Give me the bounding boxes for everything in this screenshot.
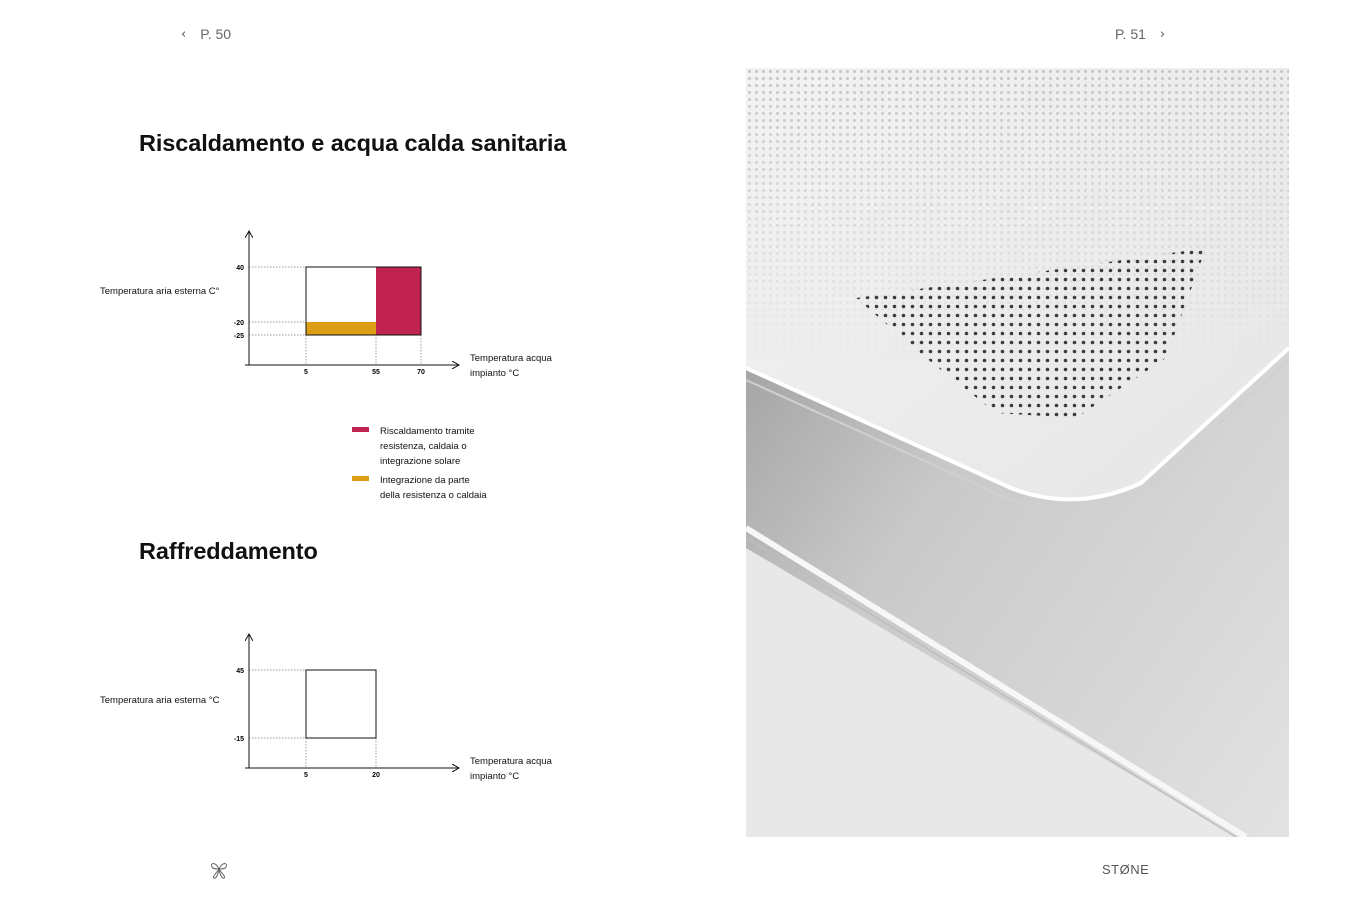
cooling-y-axis-label: Temperatura aria esterna °C [100,695,220,706]
cooling-chart [230,628,470,783]
heating-x-tick-70: 70 [417,369,425,376]
prev-page-button[interactable] [181,26,231,42]
legend-line: Riscaldamento tramite [380,426,475,437]
cooling-x-axis-label-line2: impianto °C [470,771,520,782]
cooling-title: Raffreddamento [139,538,318,564]
legend-swatch-integration [352,476,369,481]
chevron-left-icon: ‹ [181,26,187,42]
perforated-panel-image [746,68,1289,837]
heating-region-resistance [376,267,421,335]
legend-item [352,424,510,469]
heating-legend [352,424,510,503]
legend-line: integrazione solare [380,456,461,467]
cooling-y-tick-45: 45 [236,668,244,675]
chevron-right-icon: › [1159,26,1166,42]
legend-item [352,473,510,503]
cooling-x-axis-label [470,754,552,784]
legend-line: della resistenza o caldaia [380,490,487,501]
heating-x-axis-label [470,351,552,381]
heating-x-tick-5: 5 [304,369,308,376]
cooling-y-tick-m15: -15 [233,736,244,743]
legend-swatch-resistance [352,427,369,432]
heating-x-axis-label-line2: impianto °C [470,368,520,379]
heating-y-axis-label: Temperatura aria esterna C° [100,286,220,297]
legend-line: Integrazione da parte [380,475,470,486]
heating-x-axis-label-line1: Temperatura acqua [470,353,552,364]
heating-title: Riscaldamento e acqua calda sanitaria [139,130,567,156]
brand-name: STØNE [1102,862,1150,877]
cooling-x-tick-5: 5 [304,772,308,779]
heating-x-tick-55: 55 [372,369,380,376]
heating-y-tick-m20: -20 [233,320,244,327]
heating-y-tick-40: 40 [236,265,244,272]
next-page-label: P. 51 [1115,26,1146,42]
legend-line: resistenza, caldaia o [380,441,467,452]
cooling-envelope [306,670,376,738]
product-photo [746,68,1289,837]
heating-chart [230,225,470,380]
flower-logo-icon [208,857,230,881]
heating-y-tick-m25: -25 [233,333,244,340]
prev-page-label: P. 50 [200,26,232,42]
heating-region-integration [306,322,376,335]
cooling-x-tick-20: 20 [372,772,380,779]
cooling-x-axis-label-line1: Temperatura acqua [470,756,552,767]
next-page-button[interactable] [1115,26,1165,42]
